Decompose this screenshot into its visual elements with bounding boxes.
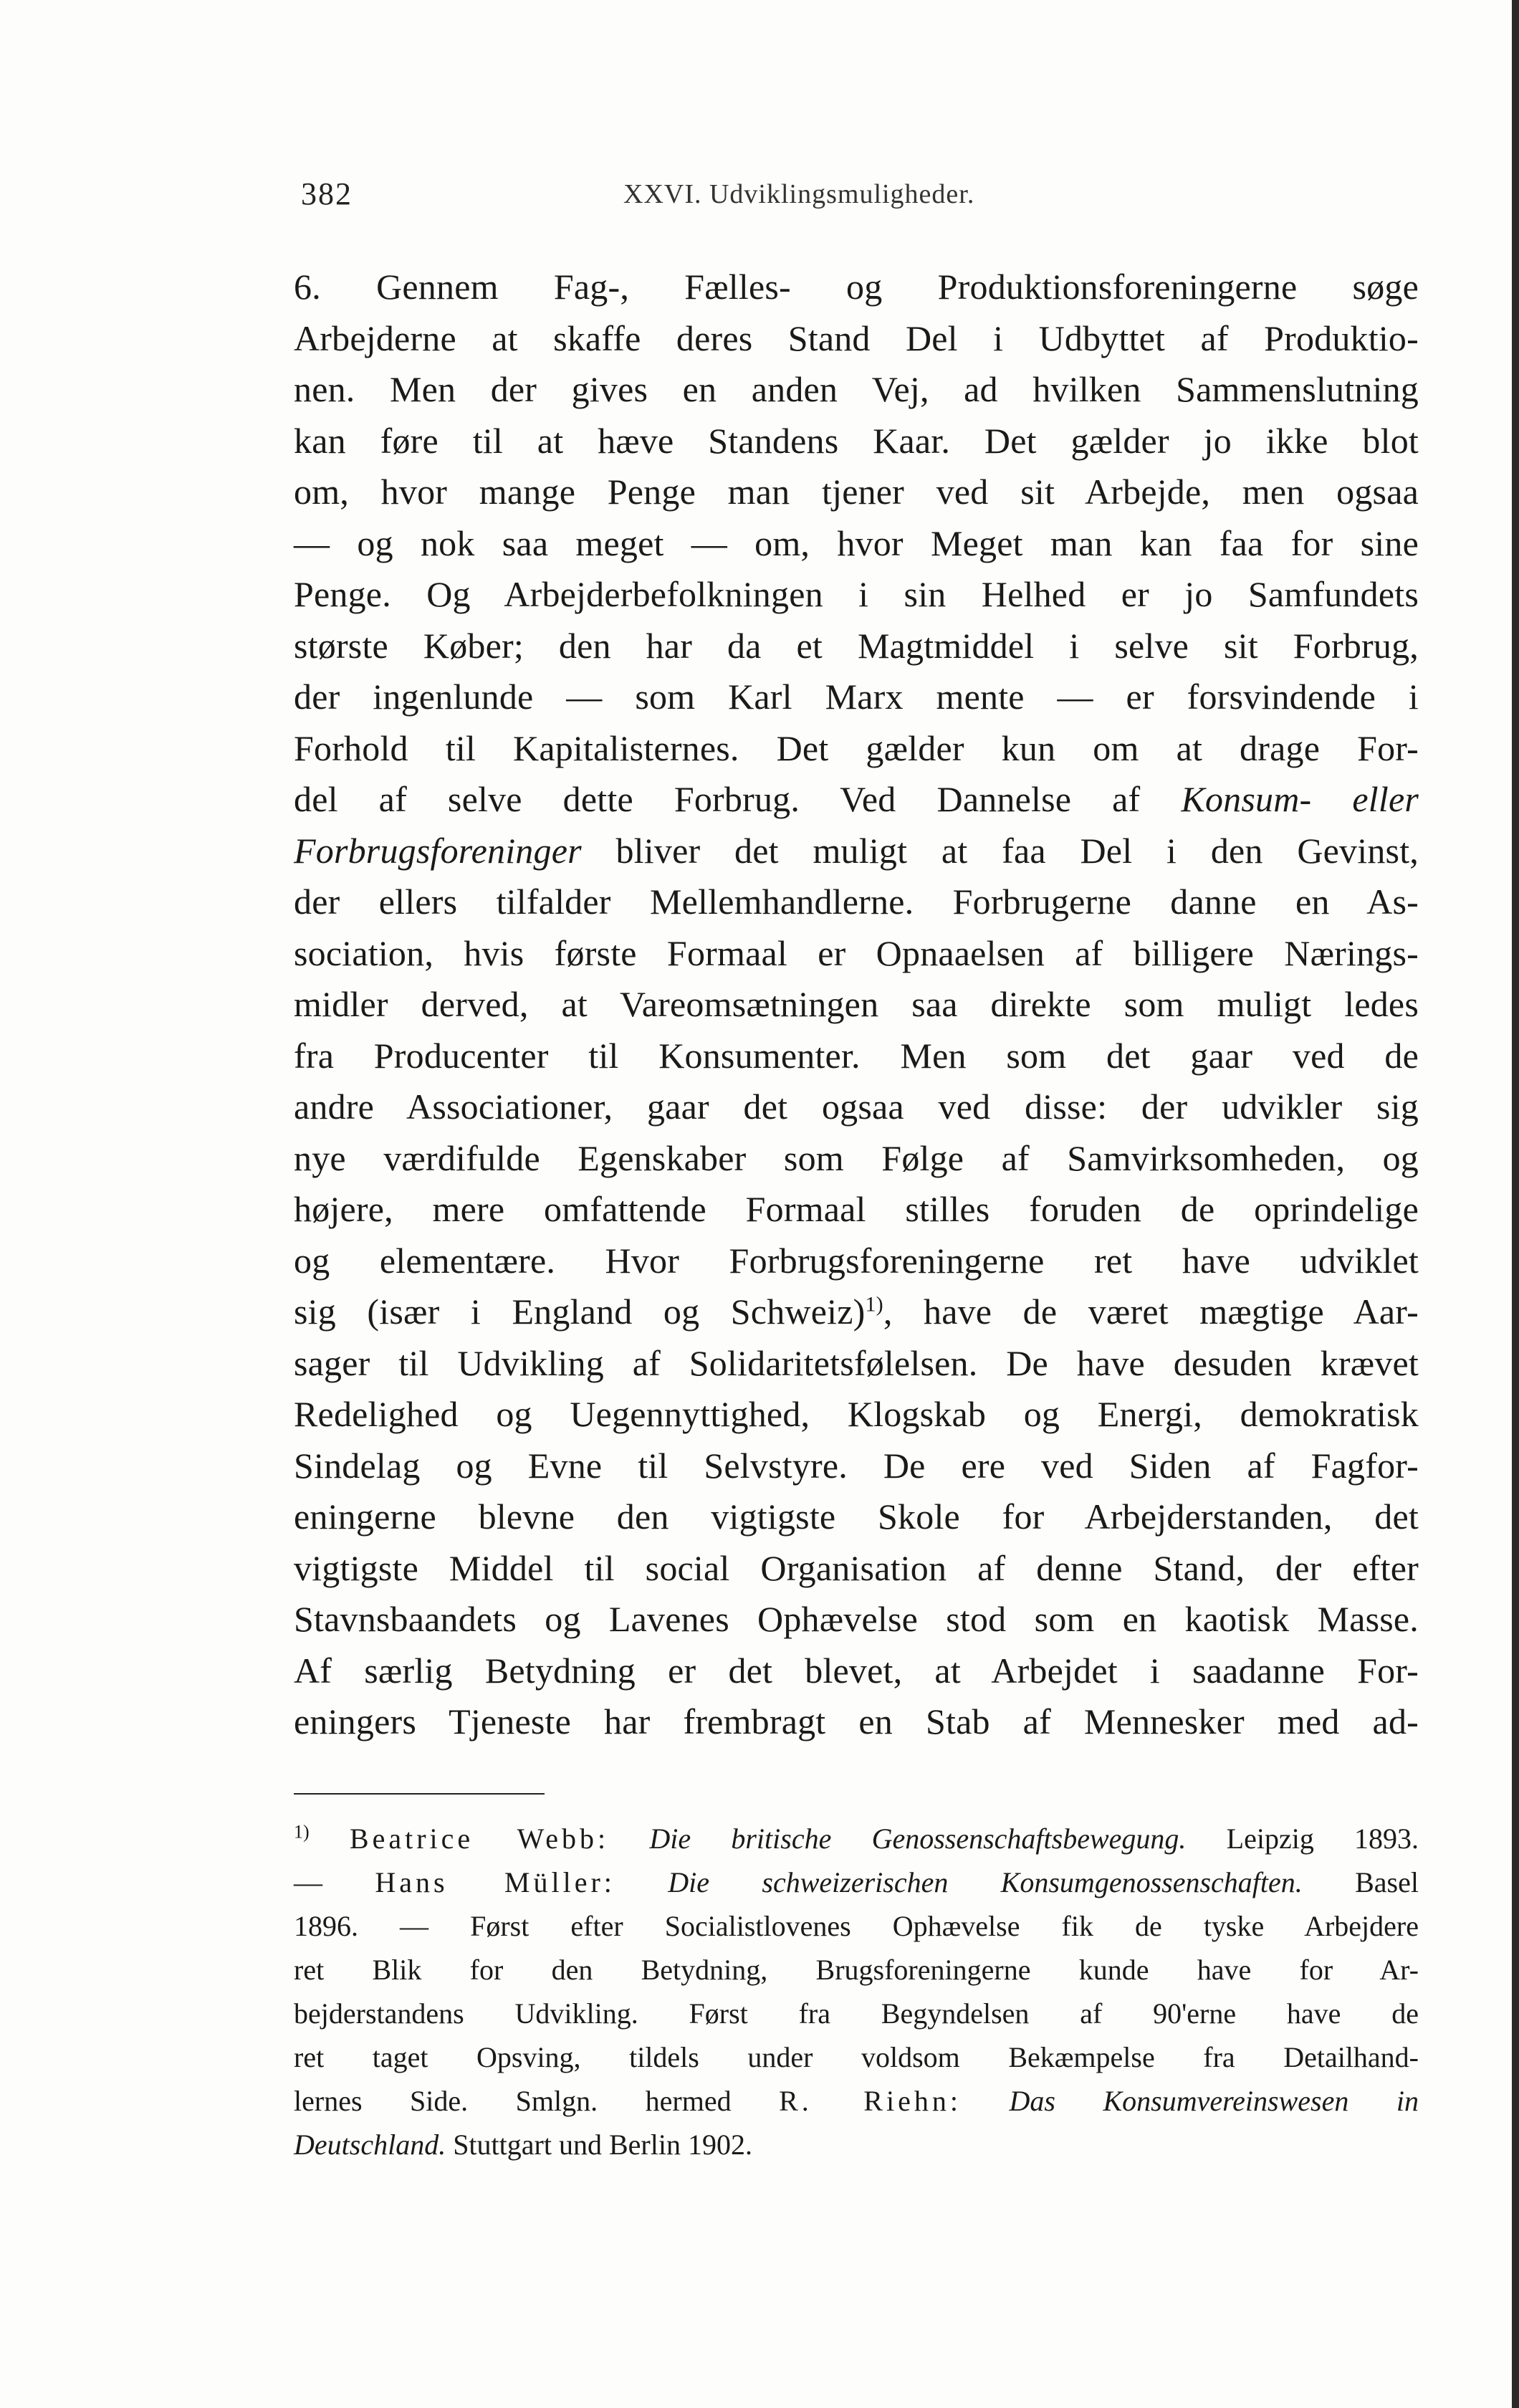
footnote-text: Basel — [1355, 1866, 1419, 1898]
footnote-text: lernes Side. Smlgn. hermed — [294, 2085, 732, 2117]
text-line — [294, 774, 1419, 826]
footnote-title: Deutschland. — [294, 2128, 446, 2161]
text-line: — og nok saa meget — om, hvor Meget man kan faa for sine — [294, 522, 1419, 563]
footnote-author: Beatrice Webb: — [349, 1822, 610, 1855]
text-line: nen. Men der gives en anden Vej, ad hvilken Sammenslutning — [294, 369, 1419, 409]
footnote-line — [294, 1860, 1419, 1904]
text-segment: bliver det muligt at faa Del i den Gevinst, — [615, 830, 1419, 871]
text-line: Penge. Og Arbejderbefolkningen i sin Helhed er jo Samfundets — [294, 574, 1419, 614]
page-header — [301, 176, 1419, 219]
footnote-marker: 1) — [294, 1821, 310, 1843]
main-text — [294, 262, 1419, 1748]
text-line: nye værdifulde Egenskaber som Følge af Samvirksomheden, og — [294, 1137, 1419, 1178]
footnote-text: — — [294, 1866, 322, 1898]
text-line: sociation, hvis første Formaal er Opnaaelsen af billigere Nærings- — [294, 932, 1419, 973]
footnote-line — [294, 2123, 1419, 2166]
footnote-line: ret Blik for den Betydning, Brugsforeningerne kunde have for Ar- — [294, 1954, 1419, 1986]
text-line: 6. Gennem Fag-, Fælles- og Produktionsforeningerne søge — [294, 267, 1419, 307]
footnote-author: Hans Müller: — [375, 1866, 615, 1898]
page-number: 382 — [301, 176, 353, 211]
text-line: vigtigste Middel til social Organisation af denne Stand, der efter — [294, 1547, 1419, 1588]
text-line: andre Associationer, gaar det ogsaa ved disse: der udvikler sig — [294, 1086, 1419, 1127]
text-line: kan føre til at hæve Standens Kaar. Det gælder jo ikke blot — [294, 420, 1419, 461]
footnote-marker: 1) — [865, 1292, 883, 1317]
footnote-divider — [294, 1793, 545, 1795]
text-line: Stavnsbaandets og Lavenes Ophævelse stod som en kaotisk Masse. — [294, 1599, 1419, 1639]
text-line: største Køber; den har da et Magtmiddel i selve sit Forbrug, — [294, 625, 1419, 666]
footnote-line — [294, 2079, 1419, 2123]
text-segment: , have de været mægtige Aar- — [883, 1291, 1419, 1332]
text-line: Redelighed og Uegennyttighed, Klogskab og Energi, demokratisk — [294, 1394, 1419, 1434]
footnote-title: Die schweizerischen Konsumgenossenschaften. — [668, 1866, 1303, 1898]
italic-term: Forbrugsforeninger — [294, 830, 582, 871]
text-line: der ingenlunde — som Karl Marx mente — er forsvindende i — [294, 677, 1419, 717]
text-line — [294, 826, 1419, 877]
footnote-line: 1896. — Først efter Socialistlovenes Ophævelse fik de tyske Arbejdere — [294, 1910, 1419, 1942]
text-line: eningerne blevne den vigtigste Skole for Arbejderstanden, det — [294, 1496, 1419, 1537]
footnote-text: Stuttgart und Berlin 1902. — [453, 2128, 752, 2161]
text-segment: del af selve dette Forbrug. Ved Dannelse af — [294, 779, 1141, 819]
text-line: Forhold til Kapitalisternes. Det gælder kun om at drage For- — [294, 727, 1419, 768]
footnote-title: Das Konsumvereinswesen in — [1009, 2085, 1419, 2117]
footnote-line: ret taget Opsving, tildels under voldsom Bekæmpelse fra Detailhand- — [294, 2041, 1419, 2073]
footnote-author: R. Riehn: — [779, 2085, 962, 2117]
text-line: der ellers tilfalder Mellemhandlerne. Forbrugerne danne en As- — [294, 882, 1419, 922]
footnotes — [294, 1817, 1419, 2166]
footnote-text: Leipzig 1893. — [1226, 1822, 1419, 1855]
text-line — [294, 1286, 1419, 1338]
text-line: fra Producenter til Konsumenter. Men som det gaar ved de — [294, 1035, 1419, 1076]
text-line: eningers Tjeneste har frembragt en Stab af Mennesker med ad- — [294, 1701, 1419, 1742]
text-line: om, hvor mange Penge man tjener ved sit Arbejde, men ogsaa — [294, 472, 1419, 512]
text-line: Sindelag og Evne til Selvstyre. De ere ved Siden af Fagfor- — [294, 1445, 1419, 1486]
text-line: sager til Udvikling af Solidaritetsfølelsen. De have desuden krævet — [294, 1342, 1419, 1383]
page-edge-shadow — [1512, 0, 1519, 2408]
text-line: Af særlig Betydning er det blevet, at Arbejdet i saadanne For- — [294, 1650, 1419, 1691]
italic-term: Konsum- eller — [1181, 779, 1419, 819]
text-segment: sig (især i England og Schweiz) — [294, 1291, 866, 1332]
footnote-line: bejderstandens Udvikling. Først fra Begyndelsen af 90'erne have de — [294, 1997, 1419, 2030]
text-line: midler derved, at Vareomsætningen saa direkte som muligt ledes — [294, 984, 1419, 1024]
footnote-line — [294, 1817, 1419, 1860]
text-line: Arbejderne at skaffe deres Stand Del i Udbyttet af Produktio- — [294, 317, 1419, 358]
running-head: XXVI. Udviklingsmuligheder. — [623, 179, 975, 209]
footnote-title: Die britische Genossenschaftsbewegung. — [649, 1822, 1187, 1855]
text-line: højere, mere omfattende Formaal stilles foruden de oprindelige — [294, 1189, 1419, 1229]
text-line: og elementære. Hvor Forbrugsforeningerne ret have udviklet — [294, 1240, 1419, 1281]
